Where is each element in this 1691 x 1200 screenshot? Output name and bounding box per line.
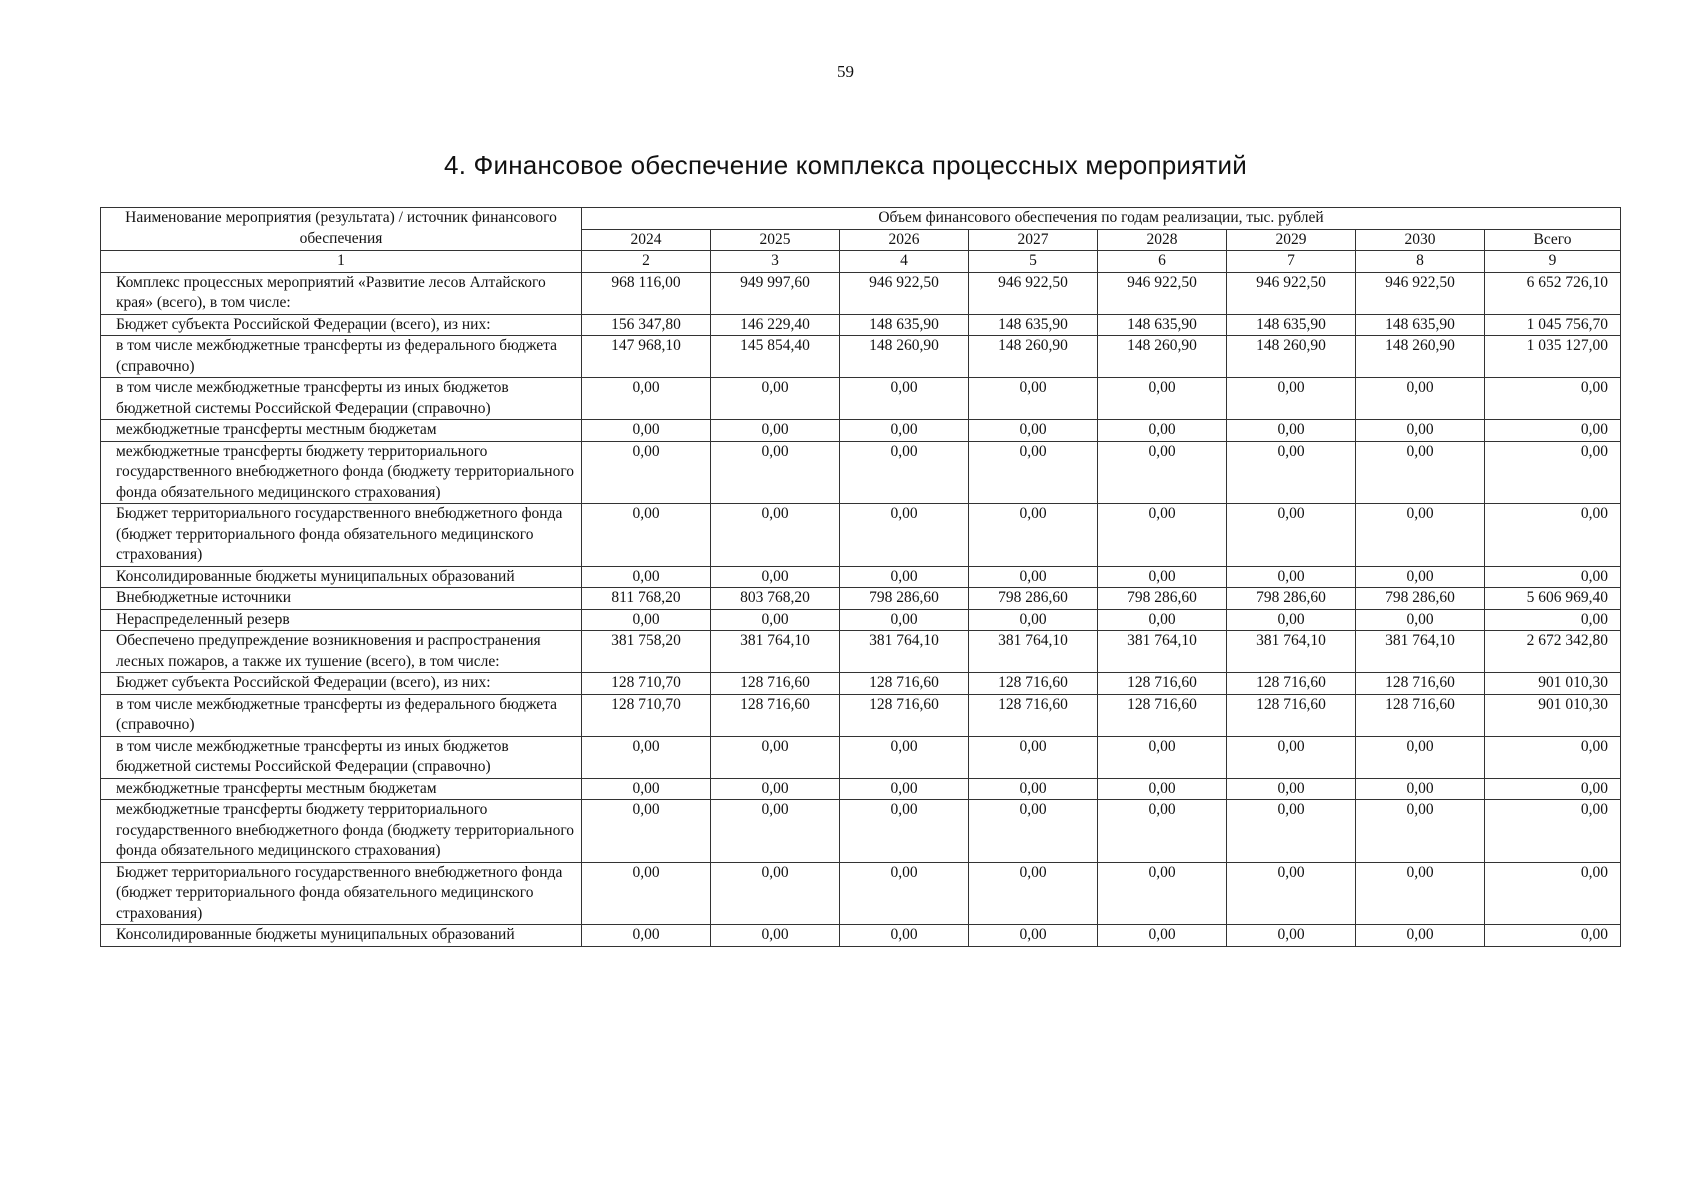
row-value-cell: 0,00 — [711, 609, 840, 631]
table-row — [101, 925, 1621, 947]
row-value-cell: 148 635,90 — [1098, 314, 1227, 336]
row-value-cell: 381 764,10 — [711, 631, 840, 673]
row-value-cell: 0,00 — [1098, 925, 1227, 947]
row-value-cell: 146 229,40 — [711, 314, 840, 336]
row-value-cell: 0,00 — [1098, 862, 1227, 925]
table-row — [101, 378, 1621, 420]
row-total-cell: 0,00 — [1485, 441, 1621, 504]
row-value-cell: 949 997,60 — [711, 272, 840, 314]
row-name-cell: Бюджет территориального государственного внебюджетного фонда (бюджет территориального фонда обязательного медицинского страхования) — [101, 862, 582, 925]
row-value-cell: 0,00 — [840, 441, 969, 504]
row-value-cell: 0,00 — [1098, 420, 1227, 442]
row-name-cell: Внебюджетные источники — [101, 588, 582, 610]
table-row — [101, 862, 1621, 925]
row-value-cell: 128 716,60 — [969, 694, 1098, 736]
row-value-cell: 0,00 — [840, 566, 969, 588]
header-volume: Объем финансового обеспечения по годам реализации, тыс. рублей — [582, 208, 1621, 230]
row-value-cell: 0,00 — [840, 736, 969, 778]
row-value-cell: 128 716,60 — [1227, 694, 1356, 736]
row-value-cell: 798 286,60 — [969, 588, 1098, 610]
row-value-cell: 128 716,60 — [1098, 673, 1227, 695]
row-name-cell: Консолидированные бюджеты муниципальных образований — [101, 566, 582, 588]
header-year: 2030 — [1356, 229, 1485, 251]
row-name-cell: Нераспределенный резерв — [101, 609, 582, 631]
row-value-cell: 946 922,50 — [1227, 272, 1356, 314]
row-value-cell: 128 716,60 — [1356, 694, 1485, 736]
row-value-cell: 148 635,90 — [1356, 314, 1485, 336]
row-value-cell: 381 764,10 — [969, 631, 1098, 673]
row-value-cell: 381 764,10 — [1227, 631, 1356, 673]
row-total-cell: 1 045 756,70 — [1485, 314, 1621, 336]
header-year: 2029 — [1227, 229, 1356, 251]
row-value-cell: 128 710,70 — [582, 673, 711, 695]
row-value-cell: 148 635,90 — [840, 314, 969, 336]
table-row — [101, 609, 1621, 631]
row-value-cell: 0,00 — [711, 736, 840, 778]
row-value-cell: 0,00 — [1356, 778, 1485, 800]
row-name-cell: Комплекс процессных мероприятий «Развитие лесов Алтайского края» (всего), в том числе: — [101, 272, 582, 314]
row-value-cell: 0,00 — [840, 609, 969, 631]
column-number: 2 — [582, 251, 711, 273]
row-value-cell: 0,00 — [711, 800, 840, 863]
row-value-cell: 946 922,50 — [1098, 272, 1227, 314]
row-total-cell: 0,00 — [1485, 609, 1621, 631]
row-value-cell: 148 260,90 — [1227, 336, 1356, 378]
row-total-cell: 0,00 — [1485, 736, 1621, 778]
header-year: 2027 — [969, 229, 1098, 251]
row-value-cell: 0,00 — [840, 925, 969, 947]
row-value-cell: 0,00 — [969, 566, 1098, 588]
row-value-cell: 0,00 — [1098, 736, 1227, 778]
row-value-cell: 0,00 — [840, 420, 969, 442]
row-value-cell: 946 922,50 — [1356, 272, 1485, 314]
row-value-cell: 148 260,90 — [969, 336, 1098, 378]
table-row — [101, 736, 1621, 778]
row-value-cell: 148 260,90 — [1356, 336, 1485, 378]
row-total-cell: 901 010,30 — [1485, 694, 1621, 736]
row-value-cell: 0,00 — [1098, 378, 1227, 420]
row-total-cell: 0,00 — [1485, 925, 1621, 947]
row-value-cell: 0,00 — [840, 800, 969, 863]
row-name-cell: межбюджетные трансферты местным бюджетам — [101, 778, 582, 800]
row-value-cell: 128 710,70 — [582, 694, 711, 736]
row-value-cell: 0,00 — [1227, 441, 1356, 504]
header-year: 2024 — [582, 229, 711, 251]
row-value-cell: 0,00 — [1227, 862, 1356, 925]
row-value-cell: 381 764,10 — [1356, 631, 1485, 673]
row-total-cell: 901 010,30 — [1485, 673, 1621, 695]
row-name-cell: межбюджетные трансферты бюджету территориального государственного внебюджетного фонда (бюджету территориального фонда обязательного медицинского страхования) — [101, 441, 582, 504]
row-value-cell: 0,00 — [1098, 504, 1227, 567]
column-number: 8 — [1356, 251, 1485, 273]
table-row — [101, 504, 1621, 567]
header-name-column: Наименование мероприятия (результата) / источник финансового обеспечения — [101, 208, 582, 251]
row-value-cell: 147 968,10 — [582, 336, 711, 378]
row-value-cell: 946 922,50 — [969, 272, 1098, 314]
row-value-cell: 0,00 — [1356, 925, 1485, 947]
row-value-cell: 0,00 — [582, 609, 711, 631]
table-row — [101, 336, 1621, 378]
row-value-cell: 0,00 — [1227, 378, 1356, 420]
table-row — [101, 441, 1621, 504]
row-total-cell: 0,00 — [1485, 378, 1621, 420]
row-value-cell: 0,00 — [1098, 609, 1227, 631]
row-value-cell: 0,00 — [1356, 800, 1485, 863]
row-total-cell: 5 606 969,40 — [1485, 588, 1621, 610]
row-value-cell: 128 716,60 — [1098, 694, 1227, 736]
row-value-cell: 0,00 — [1098, 566, 1227, 588]
row-value-cell: 0,00 — [1227, 609, 1356, 631]
row-value-cell: 0,00 — [969, 736, 1098, 778]
column-number: 6 — [1098, 251, 1227, 273]
row-value-cell: 811 768,20 — [582, 588, 711, 610]
row-value-cell: 0,00 — [582, 736, 711, 778]
row-value-cell: 128 716,60 — [840, 673, 969, 695]
row-value-cell: 0,00 — [840, 378, 969, 420]
header-year: 2025 — [711, 229, 840, 251]
row-value-cell: 0,00 — [582, 378, 711, 420]
row-value-cell: 0,00 — [582, 566, 711, 588]
row-value-cell: 0,00 — [711, 566, 840, 588]
row-value-cell: 0,00 — [711, 862, 840, 925]
row-value-cell: 145 854,40 — [711, 336, 840, 378]
row-value-cell: 148 260,90 — [1098, 336, 1227, 378]
row-value-cell: 128 716,60 — [969, 673, 1098, 695]
row-value-cell: 0,00 — [582, 925, 711, 947]
row-value-cell: 0,00 — [1227, 504, 1356, 567]
row-name-cell: в том числе межбюджетные трансферты из федерального бюджета (справочно) — [101, 336, 582, 378]
row-value-cell: 0,00 — [1227, 736, 1356, 778]
row-value-cell: 128 716,60 — [711, 694, 840, 736]
row-value-cell: 0,00 — [711, 378, 840, 420]
row-value-cell: 0,00 — [1356, 566, 1485, 588]
row-value-cell: 0,00 — [1227, 566, 1356, 588]
row-value-cell: 798 286,60 — [1227, 588, 1356, 610]
row-value-cell: 798 286,60 — [1356, 588, 1485, 610]
table-row — [101, 314, 1621, 336]
table-body — [101, 272, 1621, 946]
row-value-cell: 798 286,60 — [1098, 588, 1227, 610]
row-value-cell: 0,00 — [969, 420, 1098, 442]
row-value-cell: 0,00 — [969, 609, 1098, 631]
row-value-cell: 381 758,20 — [582, 631, 711, 673]
row-name-cell: Бюджет субъекта Российской Федерации (всего), из них: — [101, 673, 582, 695]
table-header — [101, 208, 1621, 273]
table-row — [101, 420, 1621, 442]
column-number: 9 — [1485, 251, 1621, 273]
row-value-cell: 0,00 — [969, 862, 1098, 925]
table-row — [101, 800, 1621, 863]
row-value-cell: 156 347,80 — [582, 314, 711, 336]
row-value-cell: 0,00 — [582, 862, 711, 925]
row-value-cell: 0,00 — [969, 800, 1098, 863]
row-value-cell: 0,00 — [711, 504, 840, 567]
column-number: 4 — [840, 251, 969, 273]
table-row — [101, 272, 1621, 314]
row-value-cell: 0,00 — [1356, 862, 1485, 925]
row-value-cell: 0,00 — [969, 778, 1098, 800]
row-name-cell: в том числе межбюджетные трансферты из федерального бюджета (справочно) — [101, 694, 582, 736]
header-total: Всего — [1485, 229, 1621, 251]
column-number: 1 — [101, 251, 582, 273]
row-value-cell: 148 260,90 — [840, 336, 969, 378]
row-value-cell: 0,00 — [1227, 925, 1356, 947]
row-name-cell: межбюджетные трансферты бюджету территориального государственного внебюджетного фонда (бюджету территориального фонда обязательного медицинского страхования) — [101, 800, 582, 863]
row-total-cell: 0,00 — [1485, 778, 1621, 800]
row-value-cell: 0,00 — [711, 778, 840, 800]
row-value-cell: 128 716,60 — [840, 694, 969, 736]
row-value-cell: 0,00 — [1227, 800, 1356, 863]
row-value-cell: 0,00 — [582, 504, 711, 567]
row-value-cell: 148 635,90 — [969, 314, 1098, 336]
row-name-cell: в том числе межбюджетные трансферты из иных бюджетов бюджетной системы Российской Федерации (справочно) — [101, 378, 582, 420]
financing-table — [100, 207, 1621, 947]
column-number: 3 — [711, 251, 840, 273]
row-total-cell: 0,00 — [1485, 420, 1621, 442]
row-value-cell: 0,00 — [711, 420, 840, 442]
row-total-cell: 0,00 — [1485, 566, 1621, 588]
row-value-cell: 0,00 — [840, 862, 969, 925]
row-total-cell: 0,00 — [1485, 800, 1621, 863]
row-value-cell: 381 764,10 — [1098, 631, 1227, 673]
row-value-cell: 0,00 — [840, 778, 969, 800]
row-value-cell: 0,00 — [969, 441, 1098, 504]
row-name-cell: Бюджет территориального государственного внебюджетного фонда (бюджет территориального фонда обязательного медицинского страхования) — [101, 504, 582, 567]
table-row — [101, 588, 1621, 610]
row-value-cell: 0,00 — [1356, 736, 1485, 778]
row-value-cell: 0,00 — [582, 778, 711, 800]
row-value-cell: 0,00 — [840, 504, 969, 567]
row-total-cell: 2 672 342,80 — [1485, 631, 1621, 673]
row-value-cell: 128 716,60 — [1227, 673, 1356, 695]
column-number: 7 — [1227, 251, 1356, 273]
row-value-cell: 0,00 — [1098, 778, 1227, 800]
row-name-cell: Обеспечено предупреждение возникновения и распространения лесных пожаров, а также их тушение (всего), в том числе: — [101, 631, 582, 673]
row-value-cell: 0,00 — [1227, 420, 1356, 442]
row-value-cell: 0,00 — [969, 504, 1098, 567]
table-row — [101, 673, 1621, 695]
row-value-cell: 946 922,50 — [840, 272, 969, 314]
page-number: 59 — [837, 62, 854, 81]
row-value-cell: 0,00 — [1356, 441, 1485, 504]
row-value-cell: 0,00 — [711, 925, 840, 947]
row-value-cell: 0,00 — [1098, 800, 1227, 863]
row-value-cell: 798 286,60 — [840, 588, 969, 610]
row-total-cell: 0,00 — [1485, 862, 1621, 925]
row-value-cell: 0,00 — [582, 441, 711, 504]
row-value-cell: 0,00 — [1356, 609, 1485, 631]
row-value-cell: 0,00 — [711, 441, 840, 504]
row-total-cell: 1 035 127,00 — [1485, 336, 1621, 378]
table-row — [101, 778, 1621, 800]
row-value-cell: 0,00 — [1356, 504, 1485, 567]
row-name-cell: в том числе межбюджетные трансферты из иных бюджетов бюджетной системы Российской Федерации (справочно) — [101, 736, 582, 778]
row-value-cell: 0,00 — [1227, 778, 1356, 800]
row-name-cell: Консолидированные бюджеты муниципальных образований — [101, 925, 582, 947]
row-value-cell: 0,00 — [969, 378, 1098, 420]
row-value-cell: 0,00 — [582, 420, 711, 442]
row-value-cell: 803 768,20 — [711, 588, 840, 610]
header-year: 2028 — [1098, 229, 1227, 251]
row-value-cell: 148 635,90 — [1227, 314, 1356, 336]
row-total-cell: 6 652 726,10 — [1485, 272, 1621, 314]
row-value-cell: 0,00 — [1356, 378, 1485, 420]
row-name-cell: межбюджетные трансферты местным бюджетам — [101, 420, 582, 442]
table-row — [101, 694, 1621, 736]
row-value-cell: 0,00 — [1356, 420, 1485, 442]
row-value-cell: 968 116,00 — [582, 272, 711, 314]
row-value-cell: 128 716,60 — [711, 673, 840, 695]
row-value-cell: 128 716,60 — [1356, 673, 1485, 695]
row-value-cell: 381 764,10 — [840, 631, 969, 673]
table-row — [101, 631, 1621, 673]
document-title: 4. Финансовое обеспечение комплекса процессных мероприятий — [444, 150, 1247, 180]
table-row — [101, 566, 1621, 588]
row-value-cell: 0,00 — [582, 800, 711, 863]
row-total-cell: 0,00 — [1485, 504, 1621, 567]
row-name-cell: Бюджет субъекта Российской Федерации (всего), из них: — [101, 314, 582, 336]
row-value-cell: 0,00 — [1098, 441, 1227, 504]
column-number: 5 — [969, 251, 1098, 273]
row-value-cell: 0,00 — [969, 925, 1098, 947]
header-year: 2026 — [840, 229, 969, 251]
